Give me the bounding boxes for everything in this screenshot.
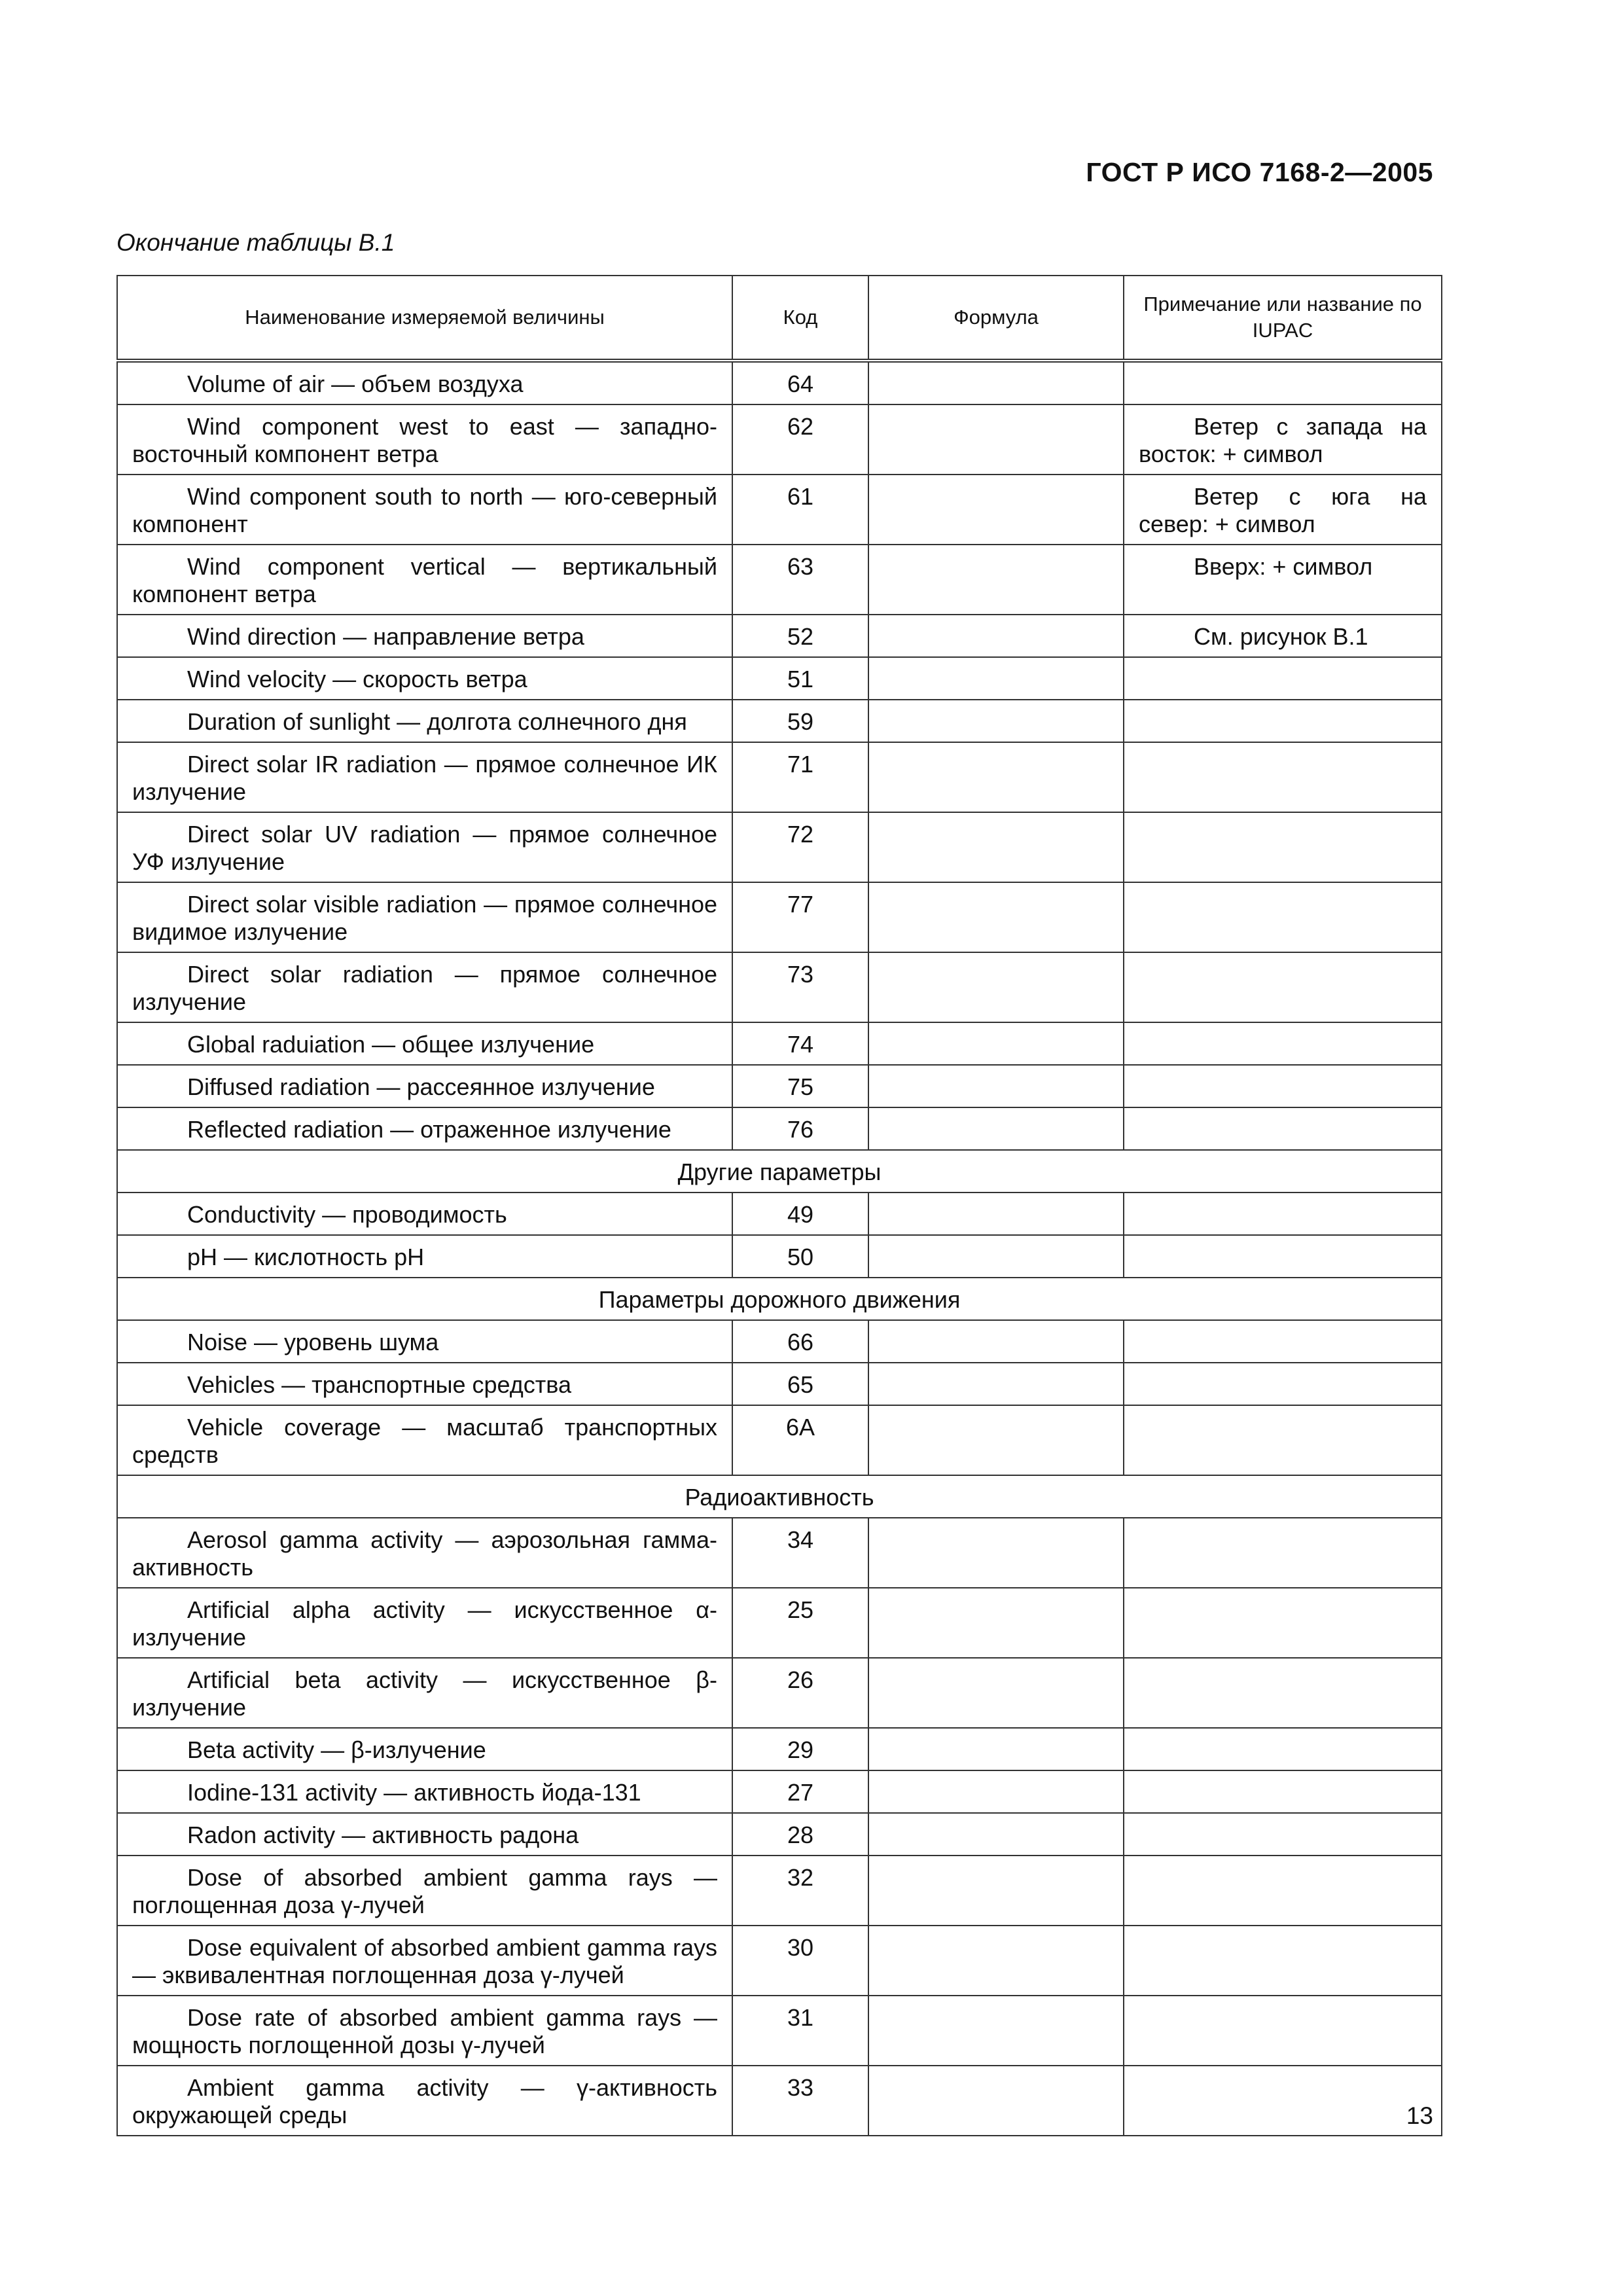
table-row [117,952,1442,1022]
cell-code: 65 [732,1363,868,1405]
table-row [117,1363,1442,1405]
cell-note [1124,1518,1442,1588]
cell-name: Duration of sunlight — долгота солнечного дня [117,700,732,742]
cell-code: 33 [732,2066,868,2136]
table-row [117,615,1442,657]
table-row [117,545,1442,615]
cell-name: Beta activity — β-излучение [117,1728,732,1770]
cell-code: 74 [732,1022,868,1065]
page-number: 13 [1406,2102,1433,2129]
cell-note [1124,361,1442,404]
table-row [117,2066,1442,2136]
cell-formula [868,475,1124,545]
cell-name: Wind component west to east — западно-восточный компонент ветра [117,404,732,475]
cell-name: Vehicles — транспортные средства [117,1363,732,1405]
table-row [117,475,1442,545]
cell-code: 77 [732,882,868,952]
cell-note [1124,1363,1442,1405]
cell-name: Artificial alpha activity — искусственное α-излучение [117,1588,732,1658]
table-row [117,361,1442,404]
cell-note [1124,812,1442,882]
cell-code: 61 [732,475,868,545]
cell-name: Dose rate of absorbed ambient gamma rays — мощность поглощенной дозы γ-лучей [117,1996,732,2066]
cell-note [1124,1813,1442,1856]
cell-name: Volume of air — объем воздуха [117,361,732,404]
cell-code: 73 [732,952,868,1022]
cell-formula [868,882,1124,952]
cell-note [1124,1320,1442,1363]
parameters-table [116,275,1442,2136]
cell-name: Direct solar radiation — прямое солнечное излучение [117,952,732,1022]
cell-note [1124,1022,1442,1065]
cell-formula [868,1065,1124,1107]
table-row [117,1065,1442,1107]
cell-note [1124,1770,1442,1813]
table-row [117,882,1442,952]
cell-note [1124,882,1442,952]
cell-note [1124,1107,1442,1150]
cell-formula [868,1728,1124,1770]
cell-formula [868,361,1124,404]
cell-note [1124,1065,1442,1107]
cell-formula [868,1320,1124,1363]
cell-code: 31 [732,1996,868,2066]
table-row [117,1022,1442,1065]
cell-note [1124,1235,1442,1278]
cell-name: Diffused radiation — рассеянное излучение [117,1065,732,1107]
cell-code: 52 [732,615,868,657]
cell-formula [868,1363,1124,1405]
cell-note [1124,952,1442,1022]
cell-code: 71 [732,742,868,812]
cell-formula [868,742,1124,812]
cell-code: 64 [732,361,868,404]
cell-code: 34 [732,1518,868,1588]
cell-note: Ветер с юга на север: + символ [1124,475,1442,545]
cell-name: Wind component south to north — юго-северный компонент [117,475,732,545]
table-row [117,1926,1442,1996]
table-row [117,1107,1442,1150]
section-heading: Радиоактивность [117,1475,1442,1518]
cell-formula [868,700,1124,742]
cell-formula [868,952,1124,1022]
cell-name: Artificial beta activity — искусственное β-излучение [117,1658,732,1728]
cell-code: 25 [732,1588,868,1658]
table-row [117,742,1442,812]
cell-name: Noise — уровень шума [117,1320,732,1363]
cell-name: Wind velocity — скорость ветра [117,657,732,700]
table-row [117,1235,1442,1278]
cell-name: Iodine-131 activity — активность йода-131 [117,1770,732,1813]
cell-code: 75 [732,1065,868,1107]
cell-code: 62 [732,404,868,475]
column-header-name: Наименование измеряемой величины [117,276,732,361]
column-header-formula: Формула [868,276,1124,361]
cell-name: Dose of absorbed ambient gamma rays — поглощенная доза γ-лучей [117,1856,732,1926]
table-row [117,812,1442,882]
cell-name: Aerosol gamma activity — аэрозольная гамма-активность [117,1518,732,1588]
section-row [117,1150,1442,1193]
cell-name: pH — кислотность pH [117,1235,732,1278]
cell-formula [868,1770,1124,1813]
table-row [117,1658,1442,1728]
cell-note [1124,1588,1442,1658]
cell-formula [868,1107,1124,1150]
cell-code: 30 [732,1926,868,1996]
cell-code: 49 [732,1193,868,1235]
cell-code: 66 [732,1320,868,1363]
cell-name: Direct solar visible radiation — прямое солнечное видимое излучение [117,882,732,952]
cell-formula [868,1813,1124,1856]
cell-note [1124,700,1442,742]
cell-note: Вверх: + символ [1124,545,1442,615]
cell-code: 76 [732,1107,868,1150]
table-row [117,1856,1442,1926]
cell-code: 50 [732,1235,868,1278]
cell-name: Wind direction — направление ветра [117,615,732,657]
table-row [117,404,1442,475]
cell-note [1124,657,1442,700]
column-header-code: Код [732,276,868,361]
cell-formula [868,1405,1124,1475]
cell-name: Ambient gamma activity — γ-активность окружающей среды [117,2066,732,2136]
cell-formula [868,404,1124,475]
cell-code: 63 [732,545,868,615]
cell-formula [868,657,1124,700]
table-row [117,1405,1442,1475]
cell-code: 6A [732,1405,868,1475]
cell-formula [868,812,1124,882]
table-row [117,1813,1442,1856]
cell-note [1124,1926,1442,1996]
table-body [117,361,1442,2136]
cell-name: Direct solar UV radiation — прямое солнечное УФ излучение [117,812,732,882]
section-heading: Другие параметры [117,1150,1442,1193]
cell-name: Reflected radiation — отраженное излучение [117,1107,732,1150]
cell-note [1124,1728,1442,1770]
cell-note: См. рисунок В.1 [1124,615,1442,657]
document-standard-header: ГОСТ Р ИСО 7168-2—2005 [1086,157,1433,187]
table-row [117,1193,1442,1235]
cell-note: Ветер с запада на восток: + символ [1124,404,1442,475]
cell-note [1124,1193,1442,1235]
cell-code: 51 [732,657,868,700]
cell-note [1124,1856,1442,1926]
cell-formula [868,1926,1124,1996]
cell-name: Conductivity — проводимость [117,1193,732,1235]
cell-note [1124,742,1442,812]
cell-formula [868,1588,1124,1658]
cell-name: Vehicle coverage — масштаб транспортных средств [117,1405,732,1475]
table-row [117,1728,1442,1770]
cell-formula [868,1996,1124,2066]
cell-code: 59 [732,700,868,742]
cell-note [1124,1405,1442,1475]
cell-formula [868,1658,1124,1728]
section-row [117,1475,1442,1518]
table-header-row [117,276,1442,361]
cell-formula [868,1022,1124,1065]
table-row [117,1588,1442,1658]
cell-formula [868,1235,1124,1278]
cell-formula [868,2066,1124,2136]
table-row [117,657,1442,700]
cell-code: 27 [732,1770,868,1813]
table-row [117,1518,1442,1588]
table-row [117,1320,1442,1363]
table-row [117,1996,1442,2066]
cell-code: 72 [732,812,868,882]
section-row [117,1278,1442,1320]
table-row [117,700,1442,742]
cell-formula [868,1856,1124,1926]
cell-formula [868,1518,1124,1588]
cell-name: Dose equivalent of absorbed ambient gamma rays — эквивалентная поглощенная доза γ-лучей [117,1926,732,1996]
cell-formula [868,615,1124,657]
cell-name: Global raduiation — общее излучение [117,1022,732,1065]
table-caption: Окончание таблицы В.1 [116,229,395,256]
cell-formula [868,545,1124,615]
cell-code: 32 [732,1856,868,1926]
cell-note [1124,2066,1442,2136]
cell-name: Wind component vertical — вертикальный компонент ветра [117,545,732,615]
cell-code: 29 [732,1728,868,1770]
column-header-note: Примечание или название по IUPAC [1124,276,1442,361]
cell-name: Direct solar IR radiation — прямое солнечное ИК излучение [117,742,732,812]
table-row [117,1770,1442,1813]
section-heading: Параметры дорожного движения [117,1278,1442,1320]
cell-formula [868,1193,1124,1235]
cell-note [1124,1996,1442,2066]
cell-code: 28 [732,1813,868,1856]
cell-note [1124,1658,1442,1728]
cell-name: Radon activity — активность радона [117,1813,732,1856]
cell-code: 26 [732,1658,868,1728]
